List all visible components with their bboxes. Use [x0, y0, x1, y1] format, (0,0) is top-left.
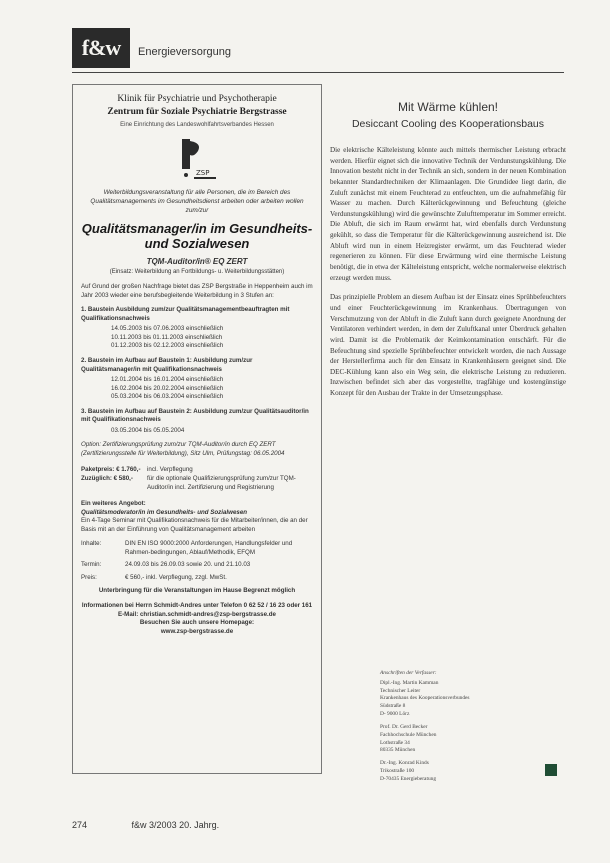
date-line: 05.03.2004 bis 06.03.2004 einschließlich: [111, 393, 224, 401]
author-line: Südstraße 8: [380, 703, 406, 710]
author-line: Fachhochschule München: [380, 731, 437, 738]
ad-step-1: [81, 306, 313, 351]
author-line: D-70435 Energieberatung: [380, 775, 437, 782]
article-paragraph: Das prinzipielle Problem an diesem Aufbau ist der Einsatz eines Sprühbefeuchters und einer Feuchterückgewinnung im Krankenhaus. Übertragungen von Verschmutzung von der Abluft in die Zuluft kann durch geeignete Anordnung der Ventilatoren verhindert werden, in dem der Zuluftkanal unter Überdruck gehalten wird. Damit ist die Problematik der Keimkontamination entschärft. Für die Befeuchtung sind spezielle Sprühbefeuchter entwickelt worden, die nach Aussage der Herstellerfirma auch für den Einsatz in Krankenhäusern geeignet sind. Die DEC-Kühlung kann also ein Weg sein, die elektrische Leistung zu reduzieren. Inzwischen befindet sich aber das vorgestellte, tragfähige und kostengünstige Konzept für den Ausbau der Trakte in der Umsetzungsphase.: [330, 293, 566, 398]
authors-heading: Anschriften der Verfasser:: [380, 670, 437, 676]
svg-text:ZSP: ZSP: [196, 169, 210, 178]
author-line: Dipl.-Ing. Martin Kamman: [380, 679, 439, 686]
further-offer-subtitle: Qualitätsmoderator/in im Gesundheits- und Sozialwesen: [81, 508, 248, 516]
magazine-logo: f&w: [72, 28, 130, 68]
info-row-label: Termin:: [81, 561, 102, 569]
ad-org-line1: Klinik für Psychiatrie und Psychotherapie: [117, 94, 277, 104]
ad-step-dates: [81, 376, 313, 402]
article-title: Mit Wärme kühlen!: [397, 100, 499, 114]
price-text: incl. Verpflegung: [147, 466, 193, 474]
ad-subtitle-note: (Einsatz: Weiterbildung an Fortbildungs- u. Weiterbildungsstätten): [109, 268, 285, 275]
ad-step-dates: [81, 427, 313, 436]
author-line: Lothstraße 34: [380, 739, 410, 746]
ad-org-line2: Zentrum für Soziale Psychiatrie Bergstrasse: [107, 107, 287, 118]
article-body: [330, 145, 566, 399]
info-row-text: € 560,- inkl. Verpflegung, zzgl. MwSt.: [125, 573, 227, 581]
header-divider: [72, 72, 564, 73]
ad-step-title: 3. Baustein im Aufbau auf Baustein 2: Ausbildung zum/zur Qualitätsauditor/in mit Qualifikationsnachweis: [81, 407, 309, 424]
page-number: 274: [72, 820, 88, 830]
contact-email[interactable]: E-Mail: christian.schmidt-andres@zsp-bergstrasse.de: [117, 610, 276, 618]
price-label: Zuzüglich: € 580,-: [81, 474, 133, 482]
zsp-emblem-icon: [174, 137, 220, 183]
ad-org-sub: Eine Einrichtung des Landeswohlfahrtsverbandes Hessen: [120, 122, 274, 129]
author-line: Krankenhaus des Kooperationsverbundes: [380, 695, 470, 702]
date-line: 14.05.2003 bis 07.06.2003 einschließlich: [111, 325, 224, 333]
ad-paragraph: Auf Grund der großen Nachfrage bietet das ZSP Bergstraße in Heppenheim auch im Jahr 2003 wieder eine berufsbegleitende Weiterbildung in 3 Stufen an:: [81, 283, 313, 299]
advertisement-box: [72, 84, 322, 774]
price-label: Paketpreis: € 1.760,-: [81, 466, 141, 474]
contact-phone: Informationen bei Herrn Schmidt-Andres unter Telefon 0 62 52 / 16 23 oder 161: [81, 602, 313, 609]
date-line: 12.01.2004 bis 16.01.2004 einschließlich: [111, 376, 224, 384]
section-heading: Energieversorgung: [138, 46, 231, 58]
author-block: [380, 724, 550, 755]
ad-step-dates: [81, 325, 313, 351]
ad-accommodation-note: Unterbringung für die Veranstaltungen im Hause Begrenzt möglich: [98, 587, 296, 595]
author-block: [380, 760, 550, 783]
ad-step-3: [81, 408, 313, 436]
ad-info-rows: [81, 540, 313, 582]
info-row-label: Preis:: [81, 573, 97, 581]
date-line: 16.02.2004 bis 20.02.2004 einschließlich: [111, 384, 224, 392]
ad-step-title: 1. Baustein Ausbildung zum/zur Qualitätsmanagementbeauftragten mit Qualifikationsnachweis: [81, 306, 290, 322]
issue-info: f&w 3/2003 20. Jahrg.: [131, 820, 220, 830]
author-line: 80335 München: [380, 747, 416, 754]
author-line: Prof. Dr. Gerd Becker: [380, 723, 428, 730]
ad-option-note: Option: Zertifizierungsprüfung zum/zur TQM-Auditor/in durch EQ ZERT (Zertifizierungsstelle für Weiterbildung), Sitz Ulm, Prüfungstag: 06.05.2004: [81, 441, 285, 457]
author-addresses: [380, 670, 550, 784]
author-block: [380, 680, 550, 719]
contact-homepage-link[interactable]: www.zsp-bergstrasse.de: [160, 627, 234, 635]
date-line: 03.05.2004 bis 05.05.2004: [111, 426, 185, 434]
author-line: D- 9000 Lörz: [380, 711, 410, 718]
ad-further-offer: [81, 500, 313, 534]
ad-price-table: [81, 466, 313, 492]
article-paragraph: Die elektrische Kälteleistung könnte auch mittels thermischer Leistung erbracht werden. Hierfür eignet sich die innovative Technik der Verdunstungskühlung. Die Innovation besteht nicht in der Technik an sich, sondern in der neuen Kombination bekannter Standardtechniken der Klimaanlagen. Die Grundidee liegt darin, die Zuluft zunächst mit einem Feuchterad zu entfeuchten, um die aufnahmefähig für Wasser zu machen. Durch Kälterückgewinnung und Befeuchtung (gleiche Verdunstungskühlung) wird die gewünschte Zulufttemperatur im Sommer erreicht. Die Abluft, die sich im Raum erwärmt hat, wird ebenfalls durch Verdunstung gekühlt, so dass die Temperatur für die Kälterückgewinnung ausreichend ist. Die Abluft wird nun in einem Heizregister erwärmt, um das Feuchterad wieder regenerieren zu können. Für diese Erwärmung wird eine thermische Leistung benötigt, die in etwa der Kälteleistung entspricht, welche normalerweise elektrisch erzeugt werden muss.: [330, 146, 566, 282]
ad-subtitle: TQM-Auditor/in® EQ ZERT: [146, 256, 248, 266]
page-footer: [72, 820, 219, 830]
ad-step-2: [81, 357, 313, 402]
author-line: Trikostraße 100: [380, 768, 415, 775]
ad-step-title: 2. Baustein im Aufbau auf Baustein 1: Ausbildung zum/zur Qualitätsmanager/in mit Qualifikationsnachweis: [81, 356, 253, 373]
article-subtitle: Desiccant Cooling des Kooperationsbaus: [351, 118, 545, 130]
info-row-text: 24.09.03 bis 26.09.03 sowie 20. und 21.10.03: [125, 561, 251, 569]
further-offer-text: Ein 4-Tage Seminar mit Qualifikationsnachweis für die Mitarbeiter/innen, die an der Basis mit an der Einführung von Qualitätsmanagement arbeiten: [81, 517, 308, 533]
contact-homepage-label: Besuchen Sie auch unsere Homepage:: [139, 619, 255, 627]
end-of-article-marker: [545, 764, 557, 776]
author-line: Dr.-Ing. Konrad Kinds: [380, 760, 429, 767]
ad-intro: Weiterbildungsveranstaltung für alle Personen, die im Bereich des Qualitätsmanagements im Gesundheitsdienst arbeiten oder arbeiten wollen zum/zur: [90, 189, 304, 215]
date-line: 10.11.2003 bis 01.11.2003 einschließlich: [111, 333, 223, 341]
info-row-text: DIN EN ISO 9000:2000 Anforderungen, Handlungsfelder und Rahmen-bedingungen, Ablauf/Methodik, EFQM: [125, 540, 293, 556]
ad-title: Qualitätsmanager/in im Gesundheits- und Sozialwesen: [81, 220, 313, 251]
further-offer-title: Ein weiteres Angebot:: [81, 500, 146, 508]
price-text: für die optionale Qualifizierungsprüfung zum/zur TQM-Auditor/in incl. Zertifizierung und Registrierung: [147, 474, 296, 491]
ad-contact: [81, 602, 313, 636]
date-line: 01.12.2003 bis 02.12.2003 einschließlich: [111, 342, 224, 350]
info-row-label: Inhalte:: [81, 540, 102, 548]
author-line: Technischer Leiter: [380, 687, 421, 694]
